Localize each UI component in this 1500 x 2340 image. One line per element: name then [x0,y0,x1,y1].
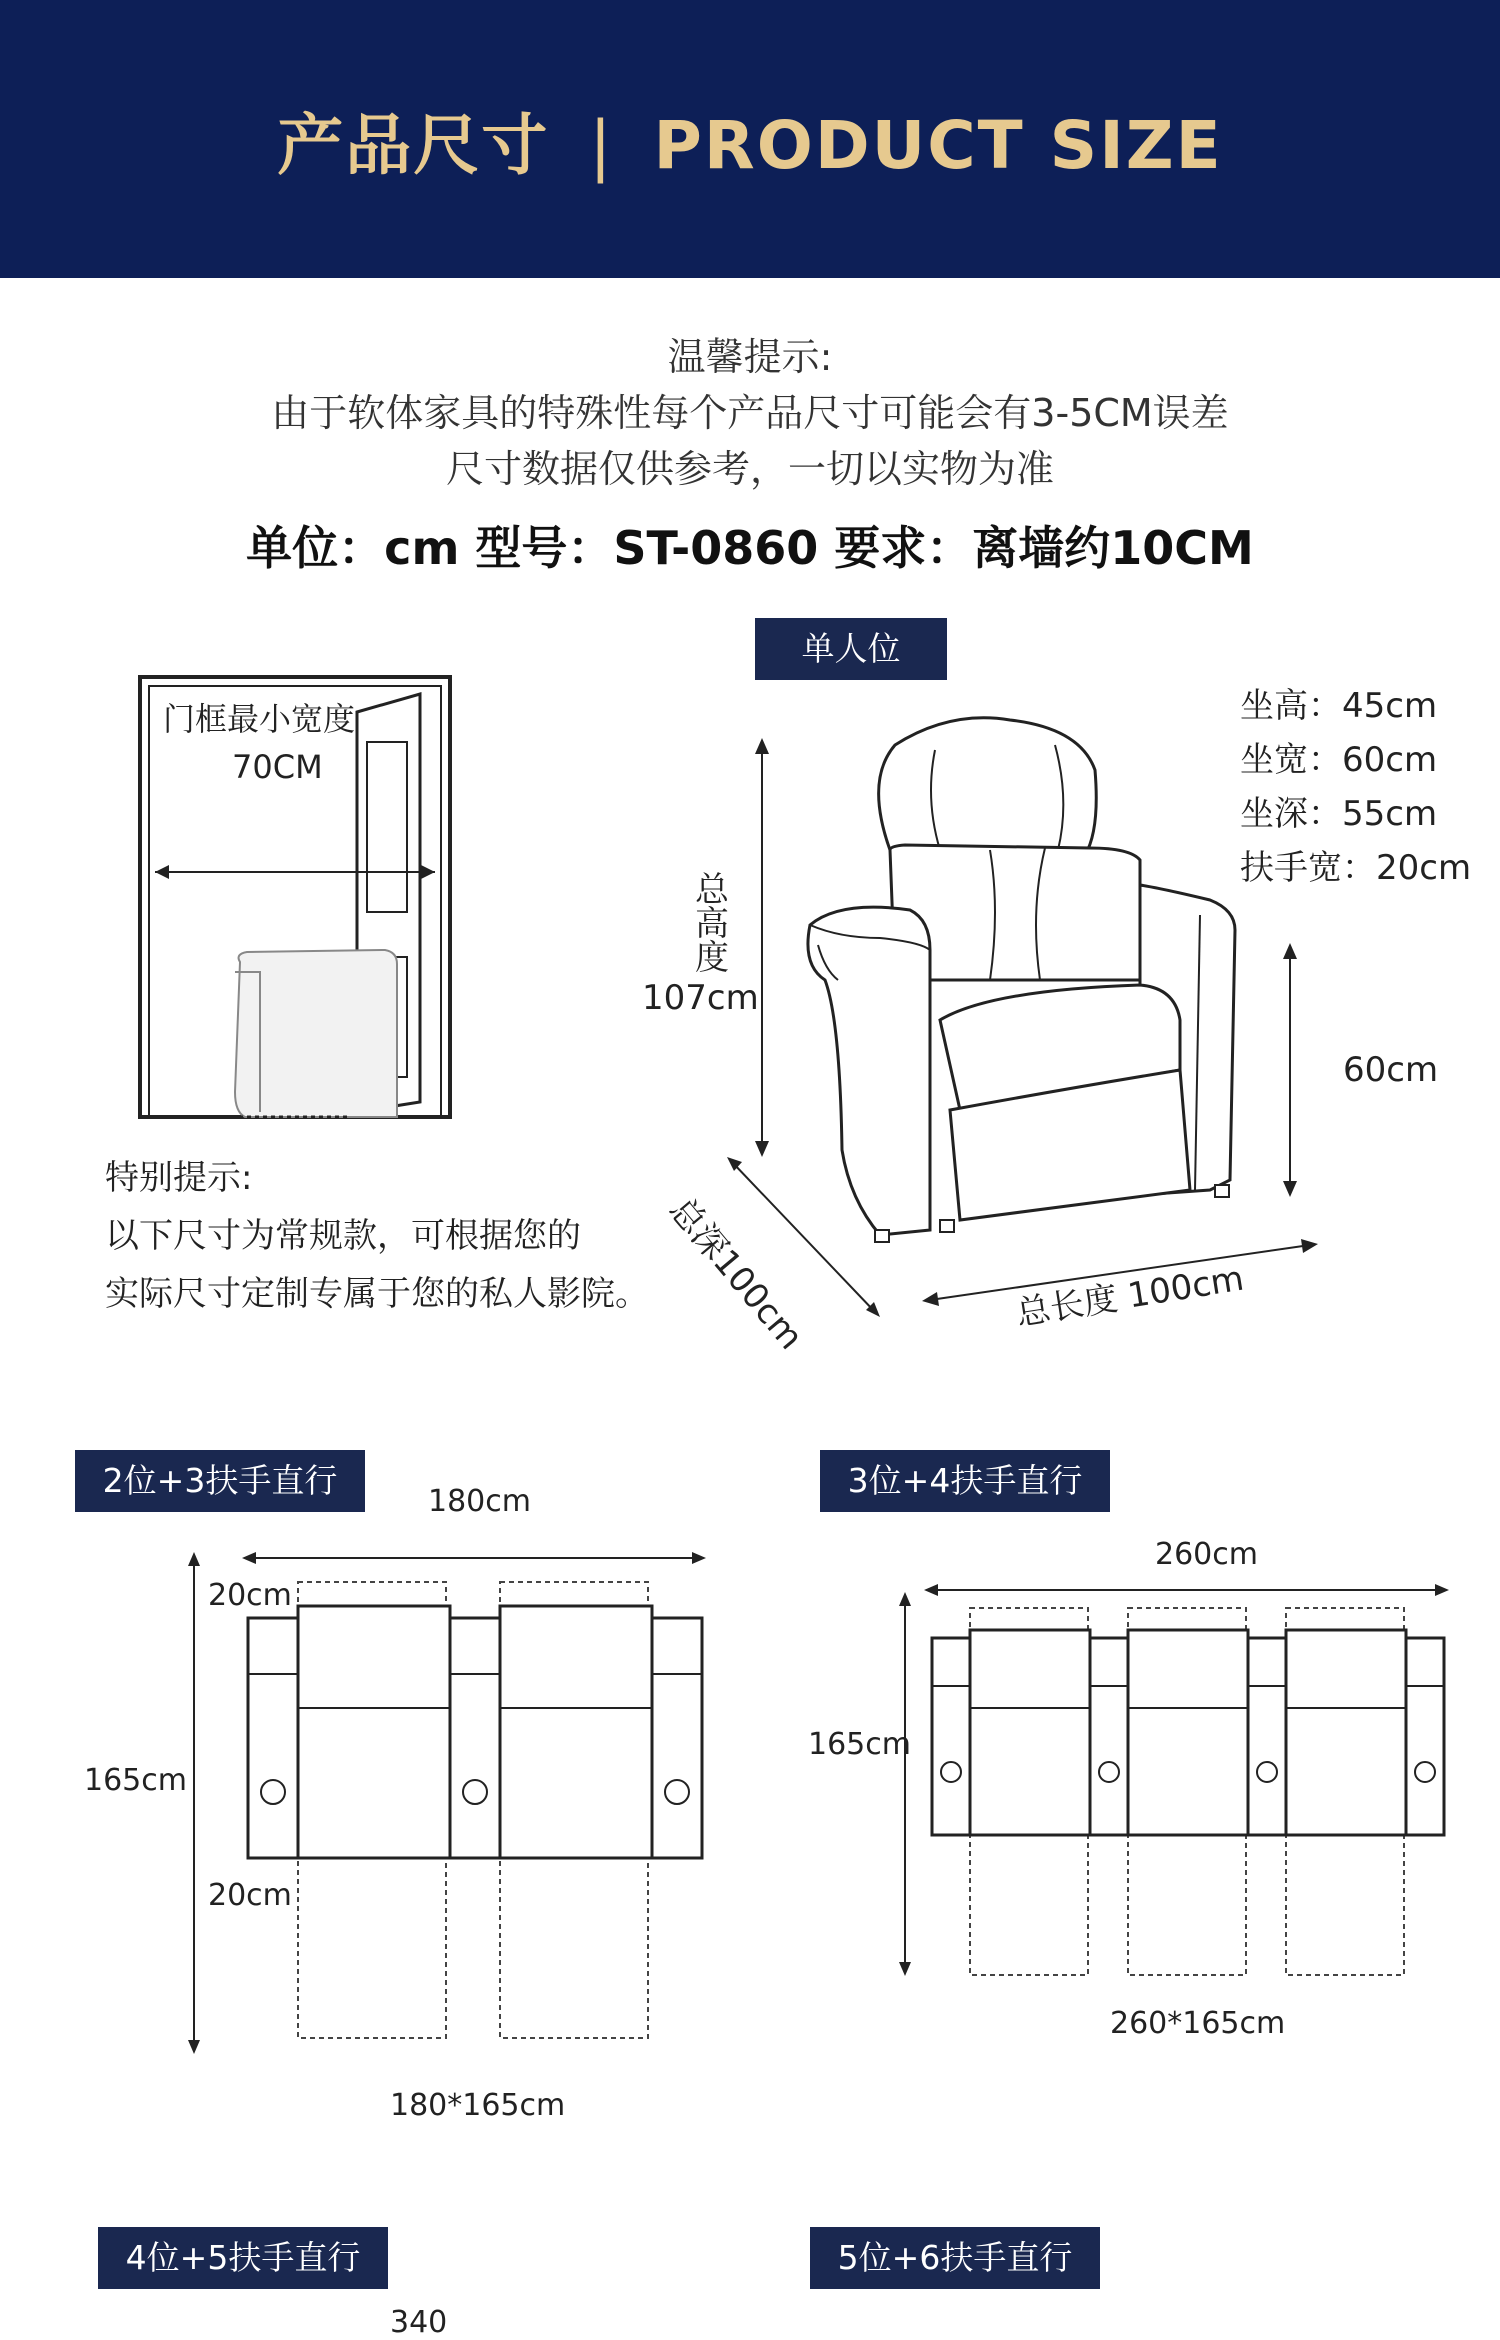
two-seat-plan [180,1548,720,2058]
four-seat-width: 340 [390,2305,448,2340]
single-recliner-drawing [690,720,1330,1320]
two-seat-bottom-gap: 20cm [208,1878,292,1913]
single-seat-tag: 单人位 [755,618,947,680]
three-seat-depth: 165cm [808,1727,911,1762]
notice-line-1: 由于软体家具的特殊性每个产品尺寸可能会有3-5CM误差 [271,391,1229,435]
three-seat-footprint: 260*165cm [1110,2006,1286,2041]
header-banner [0,0,1500,278]
two-seat-tag: 2位+3扶手直行 [75,1450,365,1512]
unit-model-line: 单位：cm 型号：ST-0860 要求：离墙约10CM [246,521,1254,575]
total-depth: 总深100cm [661,1190,811,1358]
two-seat-top-gap: 20cm [208,1578,292,1613]
three-seat-tag: 3位+4扶手直行 [820,1450,1110,1512]
four-seat-tag: 4位+5扶手直行 [98,2227,388,2289]
two-seat-depth: 165cm [84,1763,187,1798]
seat-width: 坐宽：60cm [1240,740,1438,780]
special-notice-heading: 特别提示: [105,1158,253,1198]
seat-depth: 坐深：55cm [1240,794,1438,834]
total-height-char-2: 高 [695,904,729,944]
armrest-width: 扶手宽：20cm [1240,848,1472,888]
title-en: PRODUCT SIZE [653,107,1223,184]
page-title [0,92,1500,187]
armrest-height: 60cm [1343,1050,1439,1090]
notice-heading: 温馨提示: [667,335,833,379]
door-frame-label: 门框最小宽度 [163,700,356,738]
total-length: 总长度 100cm [1013,1258,1247,1335]
seat-height: 坐高：45cm [1240,686,1438,726]
total-height-value: 107cm [642,978,759,1018]
title-separator: | [589,107,614,184]
three-seat-plan [895,1580,1455,1980]
total-height-char-3: 度 [695,938,729,978]
three-seat-width: 260cm [1155,1537,1258,1572]
notice-line-2: 尺寸数据仅供参考，一切以实物为准 [445,447,1054,491]
two-seat-footprint: 180*165cm [390,2088,566,2123]
door-frame-width: 70CM [232,748,323,786]
special-notice-line-2: 实际尺寸定制专属于您的私人影院。 [105,1274,649,1314]
two-seat-width: 180cm [428,1484,531,1519]
title-cn: 产品尺寸 [277,107,550,184]
total-height-char-1: 总 [695,870,729,910]
special-notice-line-1: 以下尺寸为常规款，可根据您的 [105,1216,581,1256]
five-seat-tag: 5位+6扶手直行 [810,2227,1100,2289]
